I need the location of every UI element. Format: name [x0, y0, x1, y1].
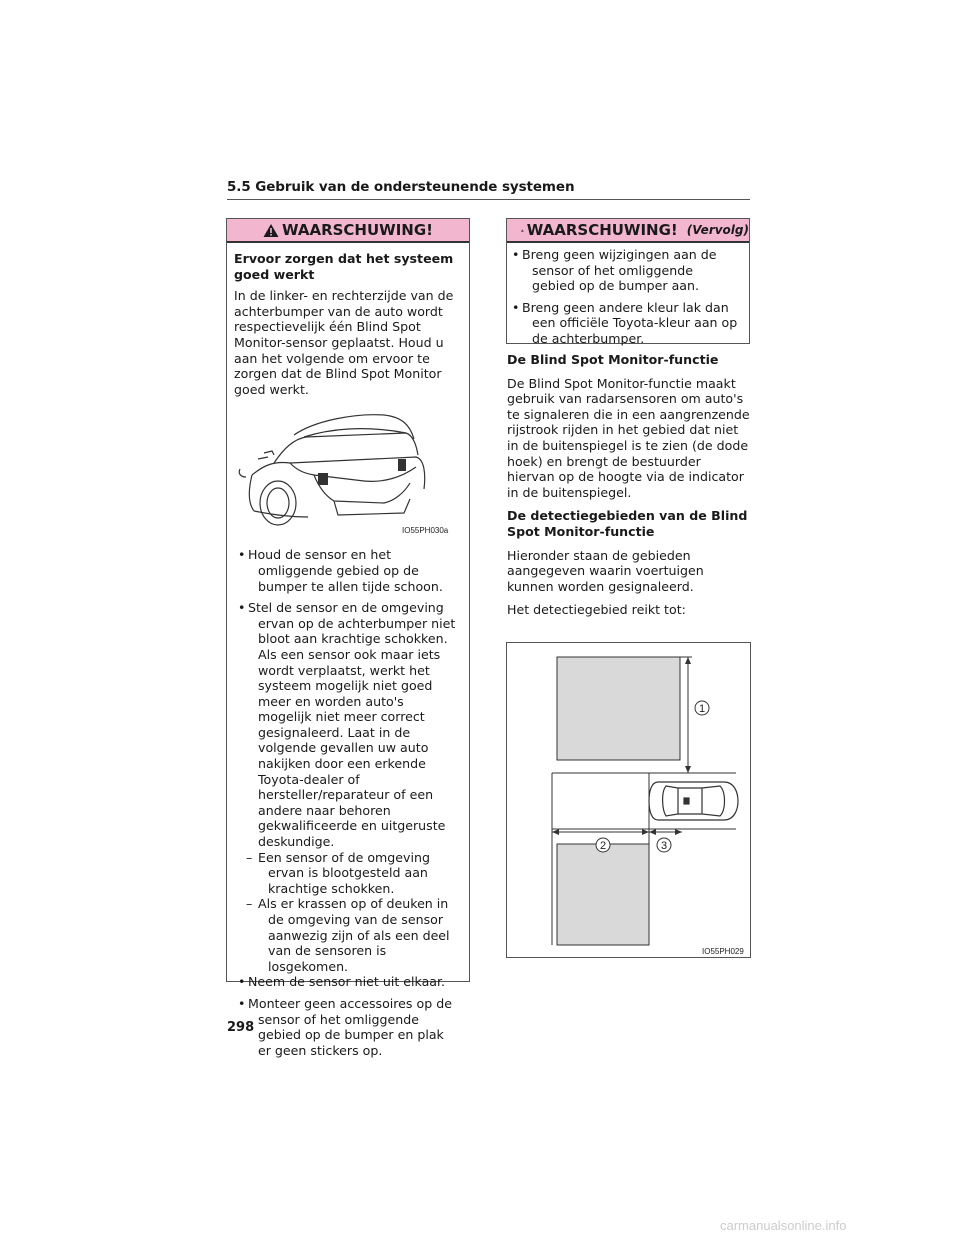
warning-triangle-icon [263, 223, 279, 238]
left-warning-title: WAARSCHUWING! [281, 221, 434, 239]
label-3 [657, 838, 671, 852]
right-warning-header [507, 219, 749, 243]
right-bullet-2: • Breng geen andere kleur lak dan een officiële Toyota-kleur aan op de achterbumper. [508, 300, 739, 347]
left-sub-bullet-2: – Als er krassen op of deuken in de omgeving van de sensor aanwezig zijn of als een deel van de sensoren is losgekomen. [244, 896, 459, 974]
diagram-figure-code: IO55PH029 [702, 947, 744, 956]
car-figure-code: IO55PH030a [402, 526, 449, 536]
right-warning-box [506, 218, 750, 344]
right-column-text [507, 352, 752, 618]
left-warning-heading: Ervoor zorgen dat het systeem goed werkt [234, 251, 454, 282]
label-2 [596, 838, 610, 852]
page-number: 298 [227, 1020, 255, 1035]
left-sub-bullet-1: – Een sensor of de omgeving ervan is blootgesteld aan krachtige schokken. [244, 850, 459, 897]
detection-zone-1 [557, 657, 680, 760]
right-bullet-1: • Breng geen wijzigingen aan de sensor of het omliggende gebied op de bumper aan. [508, 247, 739, 294]
left-bullet-3: • Neem de sensor niet uit elkaar. [234, 974, 459, 990]
left-warning-intro: In de linker- en rechterzijde van de achterbumper van de auto wordt respectievelijk één Blind Spot Monitor-sensor geplaatst. Houd u aan het volgende om ervoor te zorgen dat de Blind Spot Monitor goed werkt. [234, 288, 454, 397]
detection-area-diagram [506, 642, 751, 958]
left-bullet-2 [234, 600, 459, 974]
svg-text:1: 1 [698, 703, 706, 715]
left-bullet-1: • Houd de sensor en het omliggende gebied op de bumper te allen tijde schoon. [234, 547, 459, 594]
left-bullet-2-text: Stel de sensor en de omgeving ervan op de achterbumper niet bloot aan krachtige schokken. Als een sensor ook maar iets wordt verplaatst, werkt het systeem mogelijk niet goed meer en worden auto's mogelijk niet meer correct gesignaleerd. Laat in de volgende gevallen uw auto nakijken door een erkende Toyota-dealer of hersteller/reparateur of een andere naar behoren gekwalificeerde en uitgeruste deskundige. [248, 600, 456, 850]
section2-heading: De detectiegebieden van de Blind Spot Monitor-functie [507, 508, 748, 539]
svg-text:2: 2 [599, 840, 607, 852]
section2-text1: Hieronder staan de gebieden aangegeven waarin voertuigen kunnen worden gesignaleerd. [507, 547, 704, 594]
left-bullet-4: • Monteer geen accessoires op de sensor of het omliggende gebied op de bumper en plak er geen stickers op. [234, 996, 459, 1058]
svg-text:3: 3 [660, 840, 668, 852]
page-header: 5.5 Gebruik van de ondersteunende systemen [227, 179, 575, 195]
right-warning-continued: (Vervolg) [686, 223, 749, 237]
section1-heading: De Blind Spot Monitor-functie [507, 352, 719, 367]
warning-triangle-icon [521, 223, 524, 238]
watermark: carmanualsonline.info [720, 1218, 847, 1233]
section1-text: De Blind Spot Monitor-functie maakt gebruik van radarsensoren om auto's te signaleren die in een aangrenzende rijstrook rijden in het gebied dat niet in de buitenspiegel is te zien (de dode hoek) en brengt de bestuurder hiervan op de hoogte via de indicator in de buitenspiegel. [507, 375, 750, 500]
left-warning-header [227, 219, 469, 243]
right-warning-title: WAARSCHUWING! [526, 221, 678, 239]
section2-text2: Het detectiegebied reikt tot: [507, 602, 686, 618]
detection-zone-2 [557, 844, 649, 945]
label-1 [695, 701, 709, 715]
header-rule [227, 199, 750, 200]
car-rear-illustration [234, 403, 462, 543]
